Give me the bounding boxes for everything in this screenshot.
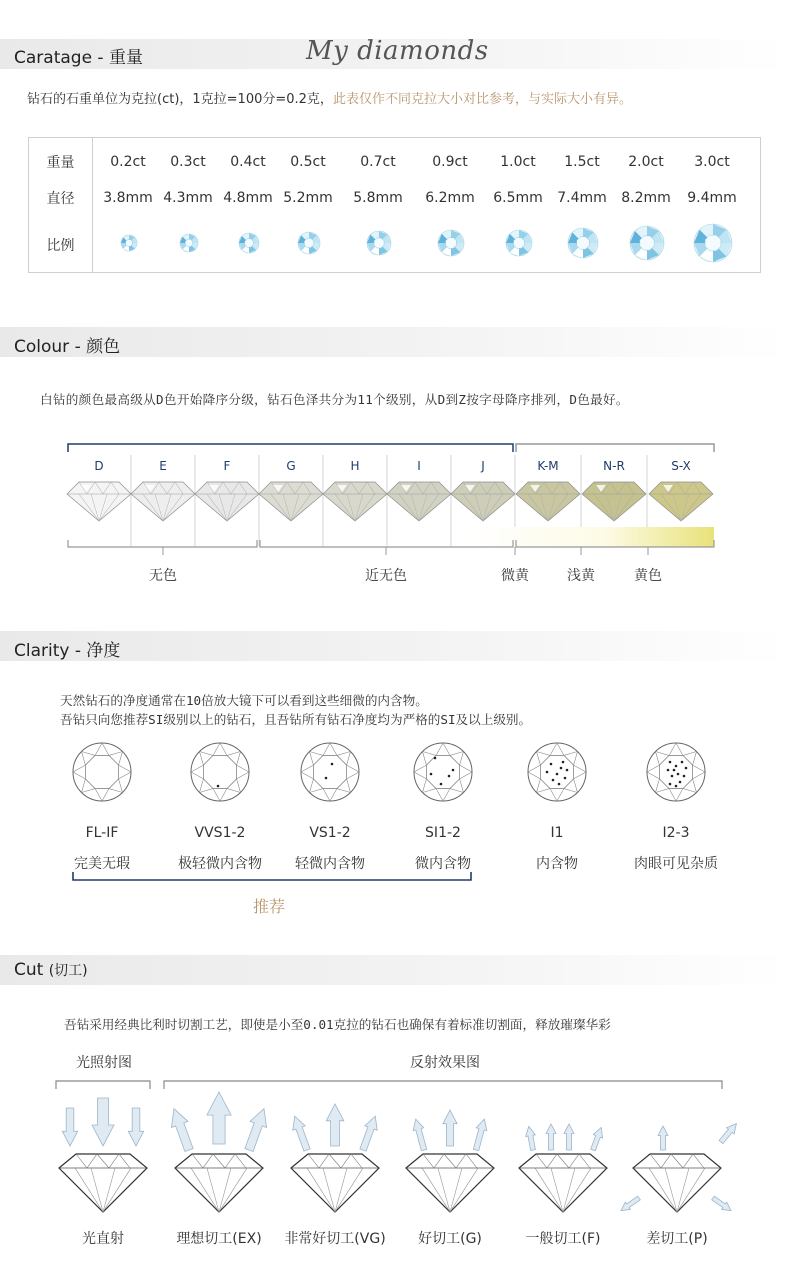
brand-script-logo: My diamonds <box>306 36 489 66</box>
reflect-arrows <box>526 1124 603 1151</box>
colour-grade-letter: D <box>94 459 104 473</box>
diamond-top-view-icon <box>238 232 260 254</box>
cut-diamond-icon <box>291 1154 379 1212</box>
colour-diamond-icon <box>195 482 259 521</box>
clarity-grade-code: FL-IF <box>85 825 119 841</box>
carat-weight-cell: 2.0ct <box>628 154 664 170</box>
cut-section-bar <box>0 955 790 985</box>
cut-grade-label: 一般切工(F) <box>525 1231 601 1247</box>
cut-section-title <box>14 960 88 980</box>
carat-diameter-cell: 6.2mm <box>425 190 475 206</box>
cut-diamond-icon <box>175 1154 263 1212</box>
colour-yellow-band <box>470 527 714 547</box>
colour-grade-letter: F <box>223 459 231 473</box>
cut-light-bracket <box>56 1081 150 1089</box>
carat-intro <box>27 88 632 107</box>
colour-grade-letter: N-R <box>603 459 625 473</box>
clarity-grade-code: VS1-2 <box>309 825 351 841</box>
colour-diamond-icon <box>649 482 713 521</box>
clarity-grade-desc: 完美无瑕 <box>74 856 130 872</box>
colour-diamond-icon <box>451 482 515 521</box>
carat-diameter-cell: 6.5mm <box>493 190 543 206</box>
carat-weight-cell: 0.9ct <box>432 154 468 170</box>
colour-group-near-colorless: 近无色 <box>365 568 407 584</box>
cut-intro: 吾钻采用经典比利时切割工艺，即使是小至0.01克拉的钻石也确保有着标准切割面，释放璀璨华彩 <box>64 1017 611 1032</box>
carat-weight-cell: 1.5ct <box>564 154 600 170</box>
carat-weight-cell: 3.0ct <box>694 154 730 170</box>
clarity-grade-desc: 极轻微内含物 <box>178 856 262 872</box>
cut-grade-label: 好切工(G) <box>418 1231 482 1247</box>
clarity-intro-line1: 天然钻石的净度通常在10倍放大镜下可以看到这些细微的内含物。 <box>60 693 428 708</box>
carat-table <box>28 137 761 273</box>
colour-bracket-colorless <box>68 540 257 547</box>
carat-weight-cell: 0.5ct <box>290 154 326 170</box>
clarity-grade-desc: 微内含物 <box>415 856 471 872</box>
clarity-grade-code: VVS1-2 <box>194 825 246 841</box>
reflect-arrows <box>413 1110 487 1151</box>
clarity-diamond-icon <box>301 743 359 801</box>
carat-diameter-cell: 4.3mm <box>163 190 213 206</box>
colour-grade-letter: J <box>481 459 485 473</box>
clarity-diamond-icon <box>414 743 472 801</box>
colour-diamond-icon <box>131 482 195 521</box>
carat-diameter-cell: 5.8mm <box>353 190 403 206</box>
colour-group-yellow: 黄色 <box>634 568 662 584</box>
colour-diamond-icon <box>516 482 580 521</box>
carat-weight-cell: 1.0ct <box>500 154 536 170</box>
colour-grade-letter: E <box>159 459 167 473</box>
carat-diameter-cell: 3.8mm <box>103 190 153 206</box>
diamond-top-view-icon <box>567 227 599 259</box>
diamond-top-view-icon <box>366 230 392 256</box>
clarity-grade-code: I2-3 <box>662 825 690 841</box>
cut-grade-label: 差切工(P) <box>646 1231 708 1247</box>
clarity-grade-code: SI1-2 <box>425 825 461 841</box>
carat-diameter-cell: 5.2mm <box>283 190 333 206</box>
colour-diamond-icon <box>582 482 646 521</box>
colour-grade-letter: G <box>286 459 296 473</box>
colour-group-light-yellow: 浅黄 <box>567 568 595 584</box>
cut-reflect-bracket <box>164 1081 722 1089</box>
row-label-diameter: 直径 <box>46 191 75 207</box>
clarity-intro-line2: 吾钻只向您推荐SI级别以上的钻石，且吾钻所有钻石净度均为严格的SI及以上级别。 <box>60 712 532 727</box>
clarity-diamond-icon <box>191 743 249 801</box>
colour-grade-letter: H <box>350 459 360 473</box>
colour-diamond-icon <box>387 482 451 521</box>
cut-light-label: 光照射图 <box>76 1055 132 1071</box>
recommend-bracket <box>0 870 790 886</box>
colour-grade-letter: S-X <box>671 459 691 473</box>
cut-title-main: Cut <box>14 960 44 980</box>
cut-grade-label: 光直射 <box>82 1231 124 1247</box>
carat-intro-highlight: 此表仅作不同克拉大小对比参考，与实际大小有异。 <box>332 92 632 107</box>
colour-diamond-icon <box>67 482 131 521</box>
clarity-diamond-icon <box>647 743 705 801</box>
diamond-top-view-icon <box>437 229 465 257</box>
diamond-top-view-icon <box>179 233 199 253</box>
cut-diamond-icon <box>59 1154 147 1212</box>
cut-reflect-label: 反射效果图 <box>410 1055 480 1071</box>
carat-diameter-cell: 7.4mm <box>557 190 607 206</box>
colour-top-bracket-colorless <box>68 444 513 452</box>
carat-weight-cell: 0.3ct <box>170 154 206 170</box>
cut-grade-label: 非常好切工(VG) <box>284 1231 386 1247</box>
diamond-top-view-icon <box>505 229 533 257</box>
row-label-ratio: 比例 <box>46 238 75 254</box>
diamond-top-view-icon <box>297 231 321 255</box>
light-down-arrows <box>62 1098 143 1146</box>
colour-intro: 白钻的颜色最高级从D色开始降序分级，钻石色泽共分为11个级别，从D到Z按字母降序排列，D色最好。 <box>40 392 629 407</box>
cut-grade-label: 理想切工(EX) <box>176 1231 262 1247</box>
clarity-diamond-icon <box>73 743 131 801</box>
colour-section-title: Colour - 颜色 <box>14 337 121 357</box>
colour-diamond-icon <box>323 482 387 521</box>
carat-section-title: Caratage - 重量 <box>14 48 143 68</box>
table-divider <box>92 138 93 272</box>
colour-diamond-icon <box>259 482 323 521</box>
cut-diamond-icon <box>406 1154 494 1212</box>
reflect-arrows <box>171 1092 266 1152</box>
carat-weight-cell: 0.7ct <box>360 154 396 170</box>
colour-grade-letter: K-M <box>537 459 559 473</box>
colour-group-colorless: 无色 <box>149 568 177 584</box>
clarity-grade-code: I1 <box>550 825 564 841</box>
carat-diameter-cell: 9.4mm <box>687 190 737 206</box>
carat-intro-plain: 钻石的石重单位为克拉(ct)，1克拉=100分=0.2克， <box>27 92 333 107</box>
colour-group-faint-yellow: 微黄 <box>501 568 529 584</box>
cut-diamond-icon <box>633 1154 721 1212</box>
clarity-grade-desc: 肉眼可见杂质 <box>634 856 718 872</box>
cut-diamond-icon <box>519 1154 607 1212</box>
recommend-label: 推荐 <box>252 897 285 916</box>
clarity-grade-desc: 内含物 <box>536 856 578 872</box>
row-label-weight: 重量 <box>46 155 75 171</box>
cut-title-sub: (切工) <box>48 963 88 979</box>
carat-weight-cell: 0.2ct <box>110 154 146 170</box>
diamond-top-view-icon <box>693 223 733 263</box>
clarity-section-title: Clarity - 净度 <box>14 641 121 661</box>
carat-diameter-cell: 8.2mm <box>621 190 671 206</box>
diamond-top-view-icon <box>120 234 138 252</box>
clarity-grade-desc: 轻微内含物 <box>295 856 365 872</box>
cut-diagrams <box>0 1070 790 1220</box>
clarity-diamond-icon <box>528 743 586 801</box>
clarity-diagrams <box>0 735 790 810</box>
carat-diameter-cell: 4.8mm <box>223 190 273 206</box>
reflect-arrows <box>293 1104 377 1151</box>
diamond-top-view-icon <box>629 225 665 261</box>
colour-grade-letter: I <box>417 459 421 473</box>
colour-top-bracket-yellow <box>516 444 714 452</box>
carat-weight-cell: 0.4ct <box>230 154 266 170</box>
